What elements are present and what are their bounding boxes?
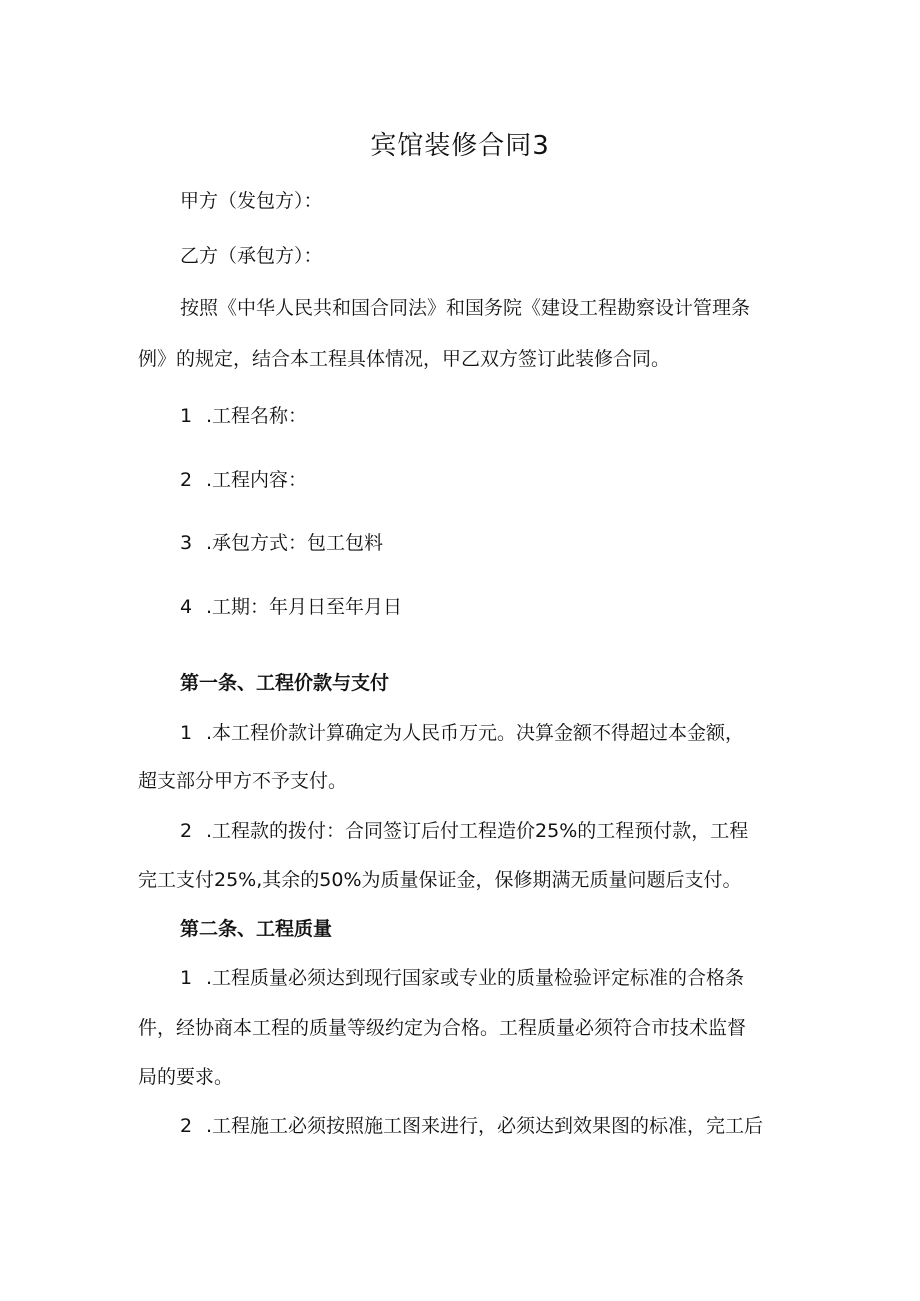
paragraph-number: 2 xyxy=(180,820,193,842)
item-text: .承包方式：包工包料 xyxy=(206,532,384,554)
item-number: 4 xyxy=(180,596,193,618)
item-text: .工期：年月日至年月日 xyxy=(206,596,403,618)
party-b-line: 乙方（承包方）： xyxy=(180,245,323,267)
item-duration xyxy=(180,592,830,619)
item-project-name xyxy=(180,401,830,428)
article1-p2-line-2: 完工支付25%,其余的50%为质量保证金，保修期满无质量问题后支付。 xyxy=(138,869,742,891)
article2-p1-line-3: 局的要求。 xyxy=(138,1066,234,1088)
intro-line-1: 按照《中华人民共和国合同法》和国务院《建设工程勘察设计管理条 xyxy=(180,297,751,319)
intro-line-2: 例》的规定，结合本工程具体情况，甲乙双方签订此装修合同。 xyxy=(138,348,671,370)
item-contract-mode xyxy=(180,528,830,555)
article2-heading: 第二条、工程质量 xyxy=(180,918,333,940)
article1-p1-line-2: 超支部分甲方不予支付。 xyxy=(138,770,348,792)
paragraph-text: .工程款的拨付：合同签订后付工程造价25%的工程预付款，工程 xyxy=(206,820,749,842)
article2-p1-line-2: 件，经协商本工程的质量等级约定为合格。工程质量必须符合市技术监督 xyxy=(138,1017,747,1039)
article2-p1-line-1 xyxy=(180,963,830,990)
item-number: 1 xyxy=(180,405,193,427)
article1-p1-line-1 xyxy=(180,718,830,745)
article2-p2-line-1 xyxy=(180,1111,830,1138)
item-number: 2 xyxy=(180,469,193,491)
page-title: 宾馆装修合同3 xyxy=(370,131,550,161)
paragraph-text: .本工程价款计算确定为人民币万元。决算金额不得超过本金额， xyxy=(206,722,745,744)
paragraph-number: 2 xyxy=(180,1115,193,1137)
paragraph-number: 1 xyxy=(180,722,193,744)
article1-p2-line-1 xyxy=(180,816,830,843)
item-number: 3 xyxy=(180,532,193,554)
paragraph-number: 1 xyxy=(180,967,193,989)
article1-heading: 第一条、工程价款与支付 xyxy=(180,672,390,694)
item-text: .工程名称： xyxy=(206,405,308,427)
party-a-line: 甲方（发包方）： xyxy=(180,190,323,212)
paragraph-text: .工程质量必须达到现行国家或专业的质量检验评定标准的合格条 xyxy=(206,967,745,989)
paragraph-text: .工程施工必须按照施工图来进行，必须达到效果图的标准，完工后 xyxy=(206,1115,764,1137)
item-text: .工程内容： xyxy=(206,469,308,491)
item-project-content xyxy=(180,465,830,492)
